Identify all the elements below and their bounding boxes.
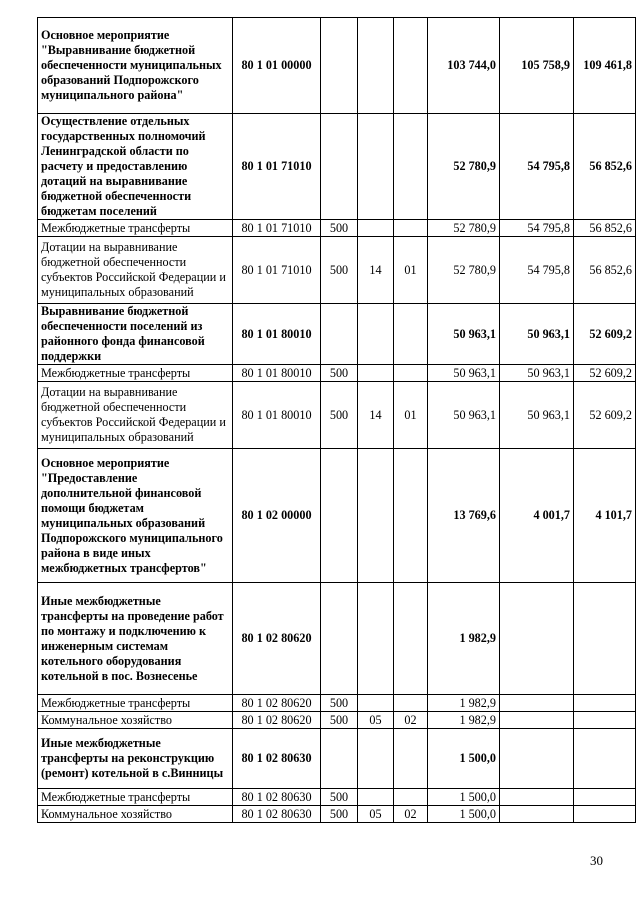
amount-year-2: 50 963,1: [500, 382, 574, 449]
amount-year-1: 1 500,0: [428, 806, 500, 823]
target-article-code: 80 1 02 80620: [233, 695, 321, 712]
budget-table: [37, 17, 636, 823]
amount-year-2: 50 963,1: [500, 304, 574, 365]
subsection-code: [394, 114, 428, 220]
target-article-code: 80 1 01 71010: [233, 220, 321, 237]
section-code: 05: [358, 712, 394, 729]
subsection-code: 02: [394, 712, 428, 729]
amount-year-1: 50 963,1: [428, 304, 500, 365]
row-name: Межбюджетные трансферты: [38, 789, 233, 806]
amount-year-3: 52 609,2: [574, 382, 636, 449]
amount-year-2: [500, 712, 574, 729]
table-row: [38, 220, 636, 237]
section-code: 14: [358, 382, 394, 449]
table-row: [38, 806, 636, 823]
row-name: Межбюджетные трансферты: [38, 695, 233, 712]
expense-type-code: 500: [321, 365, 358, 382]
amount-year-2: [500, 806, 574, 823]
subsection-code: 01: [394, 237, 428, 304]
target-article-code: 80 1 01 71010: [233, 114, 321, 220]
amount-year-3: [574, 695, 636, 712]
section-code: [358, 365, 394, 382]
amount-year-1: 103 744,0: [428, 18, 500, 114]
subsection-code: [394, 220, 428, 237]
amount-year-3: [574, 729, 636, 789]
amount-year-1: 50 963,1: [428, 365, 500, 382]
table-row: [38, 382, 636, 449]
target-article-code: 80 1 01 71010: [233, 237, 321, 304]
section-code: [358, 449, 394, 583]
amount-year-1: 1 500,0: [428, 789, 500, 806]
expense-type-code: 500: [321, 382, 358, 449]
subsection-code: [394, 304, 428, 365]
amount-year-2: 105 758,9: [500, 18, 574, 114]
table-row: [38, 304, 636, 365]
table-row: [38, 789, 636, 806]
table-row: [38, 449, 636, 583]
expense-type-code: 500: [321, 712, 358, 729]
table-row: [38, 365, 636, 382]
target-article-code: 80 1 02 80630: [233, 789, 321, 806]
target-article-code: 80 1 02 80620: [233, 583, 321, 695]
expense-type-code: [321, 114, 358, 220]
amount-year-1: 52 780,9: [428, 114, 500, 220]
section-code: [358, 18, 394, 114]
section-code: [358, 729, 394, 789]
expense-type-code: 500: [321, 237, 358, 304]
amount-year-3: [574, 806, 636, 823]
expense-type-code: 500: [321, 806, 358, 823]
amount-year-3: [574, 712, 636, 729]
section-code: 05: [358, 806, 394, 823]
target-article-code: 80 1 02 80630: [233, 729, 321, 789]
amount-year-3: 56 852,6: [574, 220, 636, 237]
amount-year-2: [500, 789, 574, 806]
row-name: Коммунальное хозяйство: [38, 806, 233, 823]
amount-year-3: [574, 583, 636, 695]
subsection-code: [394, 449, 428, 583]
page-number: 30: [590, 853, 603, 868]
amount-year-3: 52 609,2: [574, 304, 636, 365]
table-row: [38, 237, 636, 304]
table-row: [38, 729, 636, 789]
table-row: [38, 583, 636, 695]
amount-year-1: 1 500,0: [428, 729, 500, 789]
section-code: [358, 789, 394, 806]
expense-type-code: 500: [321, 695, 358, 712]
amount-year-3: [574, 789, 636, 806]
row-name: Иные межбюджетные трансферты на проведение работ по монтажу и подключению к инженерным системам котельного оборудования котельной в пос. Вознесенье: [38, 583, 233, 695]
table-row: [38, 114, 636, 220]
target-article-code: 80 1 02 80630: [233, 806, 321, 823]
target-article-code: 80 1 01 80010: [233, 365, 321, 382]
amount-year-3: 4 101,7: [574, 449, 636, 583]
row-name: Дотации на выравнивание бюджетной обеспеченности субъектов Российской Федерации и муниципальных образований: [38, 382, 233, 449]
expense-type-code: 500: [321, 789, 358, 806]
amount-year-2: 50 963,1: [500, 365, 574, 382]
amount-year-1: 13 769,6: [428, 449, 500, 583]
row-name: Дотации на выравнивание бюджетной обеспеченности субъектов Российской Федерации и муниципальных образований: [38, 237, 233, 304]
row-name: Основное мероприятие "Предоставление дополнительной финансовой помощи бюджетам муниципальных образований Подпорожского муниципального района в виде иных межбюджетных трансфертов": [38, 449, 233, 583]
subsection-code: [394, 695, 428, 712]
target-article-code: 80 1 01 80010: [233, 382, 321, 449]
amount-year-1: 1 982,9: [428, 583, 500, 695]
expense-type-code: [321, 729, 358, 789]
expense-type-code: [321, 304, 358, 365]
amount-year-1: 52 780,9: [428, 237, 500, 304]
subsection-code: 01: [394, 382, 428, 449]
section-code: [358, 220, 394, 237]
section-code: [358, 695, 394, 712]
expense-type-code: [321, 449, 358, 583]
subsection-code: [394, 729, 428, 789]
amount-year-2: 54 795,8: [500, 237, 574, 304]
section-code: [358, 114, 394, 220]
subsection-code: [394, 18, 428, 114]
row-name: Осуществление отдельных государственных полномочий Ленинградской области по расчету и предоставлению дотаций на выравнивание бюджетной обеспеченности бюджетам поселений: [38, 114, 233, 220]
subsection-code: 02: [394, 806, 428, 823]
target-article-code: 80 1 01 80010: [233, 304, 321, 365]
row-name: Коммунальное хозяйство: [38, 712, 233, 729]
amount-year-2: [500, 695, 574, 712]
expense-type-code: [321, 18, 358, 114]
row-name: Выравнивание бюджетной обеспеченности поселений из районного фонда финансовой поддержки: [38, 304, 233, 365]
amount-year-3: 56 852,6: [574, 114, 636, 220]
table-row: [38, 695, 636, 712]
amount-year-3: 56 852,6: [574, 237, 636, 304]
table-row: [38, 18, 636, 114]
target-article-code: 80 1 02 80620: [233, 712, 321, 729]
section-code: 14: [358, 237, 394, 304]
amount-year-2: [500, 729, 574, 789]
row-name: Основное мероприятие "Выравнивание бюджетной обеспеченности муниципальных образований Подпорожского муниципального района": [38, 18, 233, 114]
target-article-code: 80 1 01 00000: [233, 18, 321, 114]
subsection-code: [394, 365, 428, 382]
amount-year-1: 1 982,9: [428, 695, 500, 712]
amount-year-2: 54 795,8: [500, 220, 574, 237]
subsection-code: [394, 583, 428, 695]
subsection-code: [394, 789, 428, 806]
target-article-code: 80 1 02 00000: [233, 449, 321, 583]
row-name: Межбюджетные трансферты: [38, 365, 233, 382]
row-name: Межбюджетные трансферты: [38, 220, 233, 237]
amount-year-2: [500, 583, 574, 695]
amount-year-3: 52 609,2: [574, 365, 636, 382]
amount-year-2: 4 001,7: [500, 449, 574, 583]
section-code: [358, 583, 394, 695]
table-row: [38, 712, 636, 729]
section-code: [358, 304, 394, 365]
row-name: Иные межбюджетные трансферты на реконструкцию (ремонт) котельной в с.Винницы: [38, 729, 233, 789]
amount-year-3: 109 461,8: [574, 18, 636, 114]
expense-type-code: [321, 583, 358, 695]
amount-year-2: 54 795,8: [500, 114, 574, 220]
amount-year-1: 52 780,9: [428, 220, 500, 237]
amount-year-1: 1 982,9: [428, 712, 500, 729]
expense-type-code: 500: [321, 220, 358, 237]
amount-year-1: 50 963,1: [428, 382, 500, 449]
